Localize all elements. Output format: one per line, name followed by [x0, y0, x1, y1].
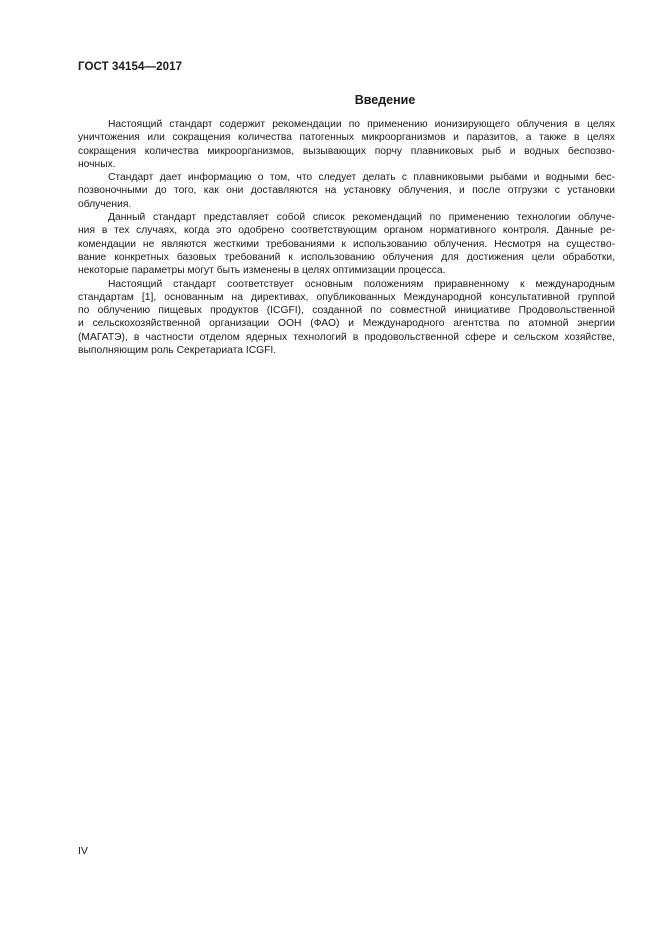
paragraph-line: и сельскохозяйственной организации ООН (ФАО) и Международного агентства по атомной энергии	[78, 318, 615, 330]
paragraph-line: стандартам [1], основанным на директивах, опубликованных Международной консультативной группой	[78, 291, 615, 303]
body-text	[78, 118, 615, 357]
paragraph-line: Стандарт дает информацию о том, что следует делать с плавниковыми рыбами и водными бес-	[108, 172, 615, 184]
paragraph-line: позвоночными до того, как они доставляются на установку облучения, и после отгрузки с установки	[78, 185, 615, 197]
paragraph-line: по облучению пищевых продуктов (ICGFI), созданной по совместной инициативе Продовольственной	[78, 305, 615, 317]
paragraph-line: ночных.	[78, 158, 116, 170]
paragraph-line: сокращения количества микроорганизмов, вызывающих порчу плавниковых рыб и водных беспозво-	[78, 145, 615, 157]
paragraph-line: вание конкретных базовых требований к использованию облучения для достижения цели обработки,	[78, 251, 615, 263]
paragraph-line: Настоящий стандарт содержит рекомендации по применению ионизирующего облучения в целях	[108, 119, 615, 130]
paragraph-line: некоторые параметры могут быть изменены в целях оптимизации процесса.	[78, 265, 446, 277]
section-title: Введение	[354, 93, 416, 107]
document-code: ГОСТ 34154—2017	[78, 61, 183, 73]
paragraph-line: уничтожения или сокращения количества патогенных микроорганизмов и паразитов, а также в целях	[78, 132, 615, 144]
paragraph-line: Данный стандарт представляет собой список рекомендаций по применению технологии облуче-	[108, 212, 615, 224]
paragraph-line: облучения.	[78, 198, 132, 210]
paragraph-line: комендации не являются жесткими требованиями к использованию облучения. Несмотря на существо-	[78, 238, 615, 250]
paragraph-line: ния в тех случаях, когда это одобрено соответствующим органом нормативного контроля. Данные ре-	[78, 225, 615, 237]
paragraph-line: Настоящий стандарт соответствует основным положениям приравненному к международным	[108, 278, 615, 290]
page-number: IV	[78, 845, 88, 857]
paragraph-line: выполняющим роль Секретариата ICGFI.	[78, 345, 277, 357]
paragraph-line: (МАГАТЭ), в частности отделом ядерных технологий в продовольственной сфере и сельском хозяйстве,	[78, 331, 615, 343]
